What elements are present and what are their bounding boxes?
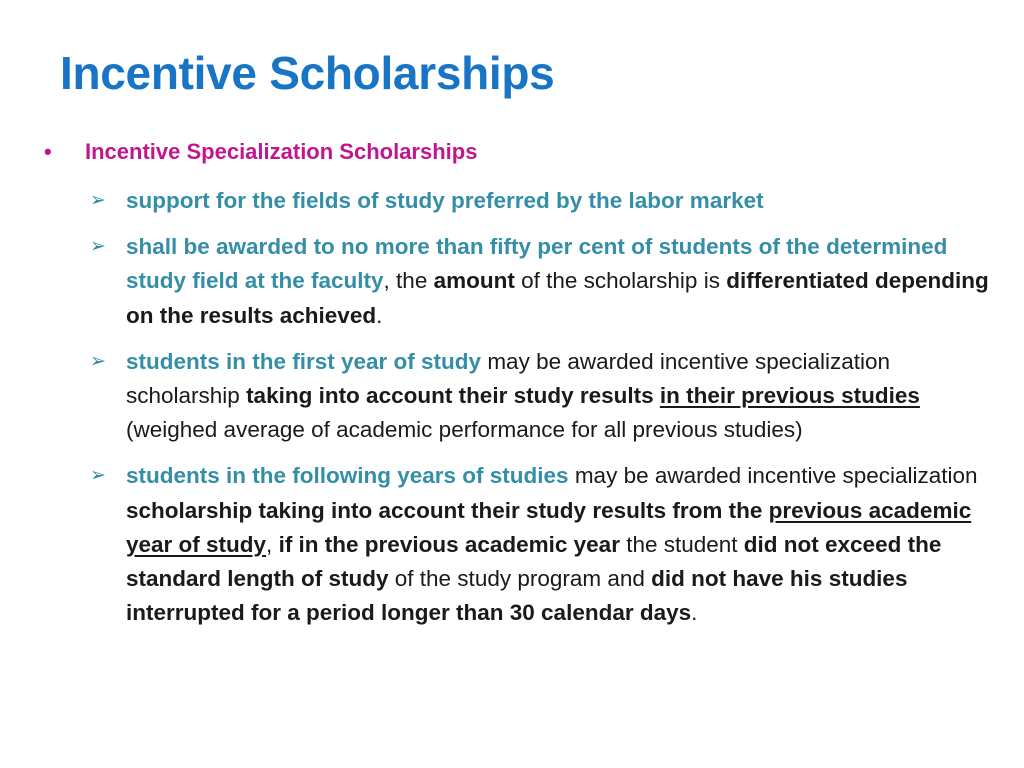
- item-bold: scholarship taking into account their study results from the: [126, 497, 769, 523]
- sub-bullet-award-limit: [90, 230, 995, 333]
- item-bold-underlined: in their previous studies: [659, 383, 920, 409]
- item-text: (weighed average of academic performance for all previous studies): [126, 417, 803, 443]
- sub-bullet-labor-market: [90, 184, 995, 218]
- item-text: may be awarded incentive specialization: [568, 463, 978, 489]
- item-text: the student: [619, 531, 744, 557]
- arrow-bullet-icon: ➢: [90, 236, 106, 258]
- arrow-bullet-icon: ➢: [90, 350, 106, 372]
- item-text: ,: [266, 531, 279, 557]
- sub-bullet-first-year: [90, 345, 995, 448]
- sub-bullet-list: [90, 184, 995, 642]
- item-text: , the: [383, 268, 434, 294]
- item-text: support for the fields of study preferred by the labor market: [126, 188, 764, 213]
- item-text: .: [376, 302, 383, 328]
- arrow-bullet-icon: ➢: [90, 465, 106, 487]
- item-highlight: students in the following years of studies: [126, 463, 569, 489]
- item-highlight: shall be awarded to no more than fifty per cent of students of the determined study field at the faculty: [126, 234, 948, 294]
- item-text: of the scholarship is: [514, 268, 727, 294]
- item-bold: did not have his studies interrupted for a period longer than 30 calendar days: [126, 566, 908, 626]
- item-highlight: students in the first year of study: [126, 348, 482, 374]
- item-text: may be awarded incentive specialization scholarship: [126, 348, 891, 409]
- item-text: of the study program and: [388, 566, 652, 592]
- sub-bullet-following-years: [90, 459, 995, 630]
- item-bold: taking into account their study results: [246, 383, 660, 409]
- arrow-bullet-icon: ➢: [90, 190, 106, 211]
- item-bold: differentiated depending on the results achieved: [126, 268, 989, 328]
- item-bold-underlined: previous academic year of study: [126, 497, 972, 557]
- bullet-dot-icon: •: [44, 139, 52, 164]
- item-bold: did not exceed the standard length of study: [126, 531, 942, 592]
- item-text: .: [691, 600, 698, 626]
- slide-title: Incentive Scholarships: [60, 47, 555, 99]
- main-bullet-label: Incentive Specialization Scholarships: [85, 139, 478, 164]
- item-bold: amount: [433, 268, 515, 294]
- item-bold: if in the previous academic year: [278, 531, 620, 557]
